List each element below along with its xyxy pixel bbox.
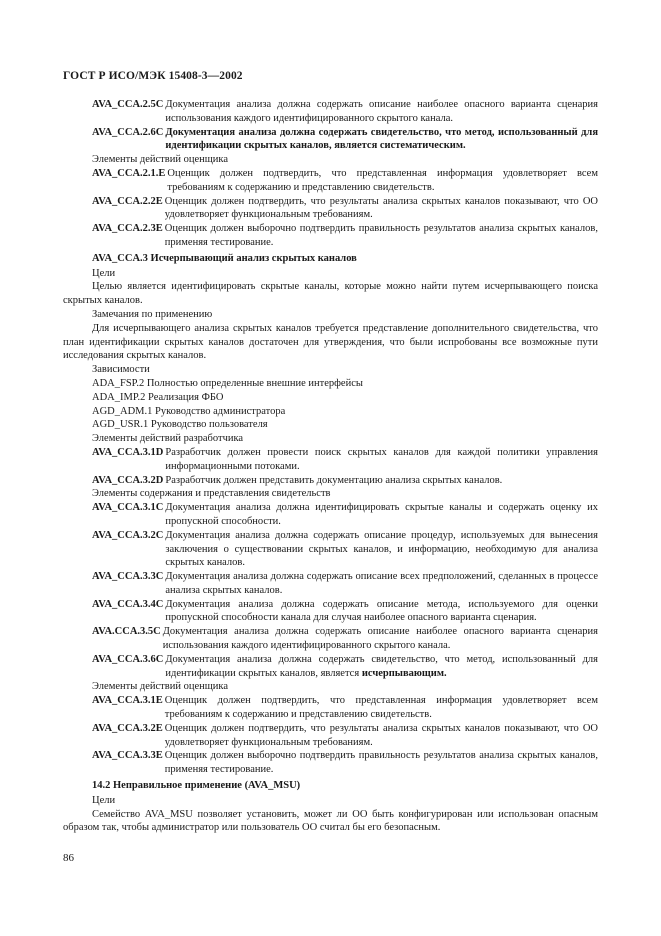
requirement-ava-cca-2-1e: [63, 167, 598, 195]
requirement-code: AVA_CCA.3.1D: [92, 446, 164, 458]
requirement-ava-cca-3-4c: [63, 598, 598, 626]
goals-label: Цели: [92, 794, 116, 806]
requirement-text: Документация анализа должна содержать описание метода, используемого для оценки пропускной способности канала для случая наиболее опасного варианта сценария.: [165, 598, 598, 624]
goals-paragraph: Целью является идентифицировать скрытые каналы, которые можно найти путем исчерпывающего поиска скрытых каналов.: [63, 281, 598, 307]
notes-label: Замечания по применению: [92, 308, 213, 320]
requirement-code: AVA_CCA.2.2E: [92, 195, 163, 207]
requirement-ava-cca-3-2c: [63, 529, 598, 570]
page-number: 86: [63, 852, 74, 864]
requirement-ava-cca-2-2e: [63, 195, 598, 223]
requirement-text: Оценщик должен выборочно подтвердить правильность результатов анализа скрытых каналов, применяя тестирование.: [164, 750, 598, 776]
content-elements-label: Элементы содержания и представления свидетельств: [92, 488, 331, 500]
page-content: [63, 98, 598, 835]
requirement-code: AVA_CCA.3.6C: [92, 653, 164, 665]
requirement-code: AVA_CCA.3.2D: [92, 474, 164, 486]
evaluator-elements-label: Элементы действий оценщика: [92, 154, 229, 166]
requirement-code: AVA.CCA.3.5C: [92, 626, 161, 638]
requirement-text: Документация анализа должна содержать описание процедур, используемых для вынесения заключения о существовании скрытых каналов, и информацию, необходимую для анализа скрытых каналов.: [165, 529, 598, 569]
requirement-code: AVA_CCA.3.3C: [92, 571, 164, 583]
dependency-item: AGD_ADM.1 Руководство администратора: [92, 405, 286, 417]
requirement-text: Документация анализа должна содержать свидетельство, что метод, использованный для идентификации скрытых каналов, является систематическим.: [165, 126, 598, 152]
requirement-text-plain: Документация анализа должна содержать свидетельство, что метод, использованный для идентификации скрытых каналов, является: [165, 653, 598, 679]
section-heading-ava-msu: 14.2 Неправильное применение (AVA_MSU): [92, 780, 301, 792]
requirement-text: Оценщик должен подтвердить, что представленная информация удовлетворяет всем требованиям к содержанию и представлению свидетельств.: [164, 695, 598, 721]
dependency-item: ADA_FSP.2 Полностью определенные внешние интерфейсы: [92, 377, 363, 389]
requirement-text: [165, 653, 598, 681]
developer-elements-label: Элементы действий разработчика: [92, 433, 244, 445]
requirement-text: Оценщик должен выборочно подтвердить правильность результатов анализа скрытых каналов, применяя тестирование.: [164, 223, 598, 248]
requirement-code: AVA_CCA.2.1.E: [92, 167, 166, 179]
goals-label: Цели: [92, 267, 116, 279]
requirement-code: AVA_CCA.3.4C: [92, 598, 164, 610]
requirement-text: Разработчик должен провести поиск скрытых каналов для каждой политики управления информационными потоками.: [165, 446, 598, 472]
requirement-ava-cca-3-1e: [63, 694, 598, 722]
requirement-text: Оценщик должен подтвердить, что результаты анализа скрытых каналов показывают, что ОО удовлетворяет функциональным требованиям.: [164, 195, 598, 221]
requirement-ava-cca-3-1d: [63, 446, 598, 474]
requirement-ava-cca-3-3c: [63, 570, 598, 598]
requirement-text-emphasis: исчерпывающим.: [361, 667, 447, 679]
requirement-code: AVA_CCA.3.1C: [92, 502, 164, 514]
requirement-text: Оценщик должен подтвердить, что результаты анализа скрытых каналов показывают, что ОО удовлетворяет функциональным требованиям.: [164, 722, 598, 748]
requirement-code: AVA_CCA.3.2E: [92, 722, 163, 734]
requirement-ava-cca-3-2e: [63, 722, 598, 750]
notes-paragraph: Для исчерпывающего анализа скрытых каналов требуется представление дополнительного свидетельства, что план идентификации скрытых каналов достаточен для утверждения, что были испробованы все возможные пути исследования скрытых каналов.: [63, 322, 598, 362]
requirement-text: Документация анализа должна идентифицировать скрытые каналы и содержать оценку их пропускной способности.: [165, 502, 598, 527]
requirement-code: AVA_CCA.2.5C: [92, 99, 164, 110]
evaluator-elements-label: Элементы действий оценщика: [92, 681, 229, 693]
requirement-text: Оценщик должен подтвердить, что представленная информация удовлетворяет всем требованиям к содержанию и представлению свидетельств.: [167, 167, 598, 193]
dependencies-label: Зависимости: [92, 364, 150, 376]
requirement-code: AVA_CCA.3.3E: [92, 750, 163, 762]
requirement-text: Документация анализа должна содержать описание наиболее опасного варианта сценария использования каждого идентифицированного скрытого канала.: [162, 626, 598, 652]
requirement-ava-cca-3-1c: [63, 501, 598, 529]
requirement-ava-cca-3-3e: [63, 749, 598, 777]
requirement-ava-cca-2-6c: [63, 126, 598, 154]
requirement-ava-cca-3-6c: [63, 653, 598, 681]
requirement-code: AVA_CCA.3.1E: [92, 695, 163, 707]
dependency-item: ADA_IMP.2 Реализация ФБО: [92, 391, 224, 403]
requirement-text: Разработчик должен представить документацию анализа скрытых каналов.: [165, 474, 503, 486]
requirement-ava-cca-2-5c: [63, 98, 598, 126]
requirement-text: Документация анализа должна содержать описание наиболее опасного варианта сценария использования каждого идентифицированного скрытого канала.: [165, 99, 598, 124]
requirement-ava-cca-3-5c: [63, 625, 598, 653]
requirement-code: AVA_CCA.2.3E: [92, 223, 163, 235]
requirement-code: AVA_CCA.3.2C: [92, 529, 164, 541]
requirement-text: Документация анализа должна содержать описание всех предположений, сделанных в процессе анализа скрытых каналов.: [165, 571, 598, 596]
requirement-ava-cca-3-2d: [63, 474, 598, 488]
page-header: ГОСТ Р ИСО/МЭК 15408-3—2002: [63, 70, 243, 82]
goals-paragraph: Семейство AVA_MSU позволяет установить, может ли ОО быть конфигурирован или использован опасным образом так, чтобы администратор или пользователь ОО считал бы его безопасным.: [63, 808, 598, 834]
dependency-item: AGD_USR.1 Руководство пользователя: [92, 419, 268, 431]
section-heading-ava-cca-3: AVA_CCA.3 Исчерпывающий анализ скрытых каналов: [92, 252, 357, 264]
requirement-code: AVA_CCA.2.6C: [92, 126, 164, 138]
requirement-ava-cca-2-3e: [63, 222, 598, 250]
